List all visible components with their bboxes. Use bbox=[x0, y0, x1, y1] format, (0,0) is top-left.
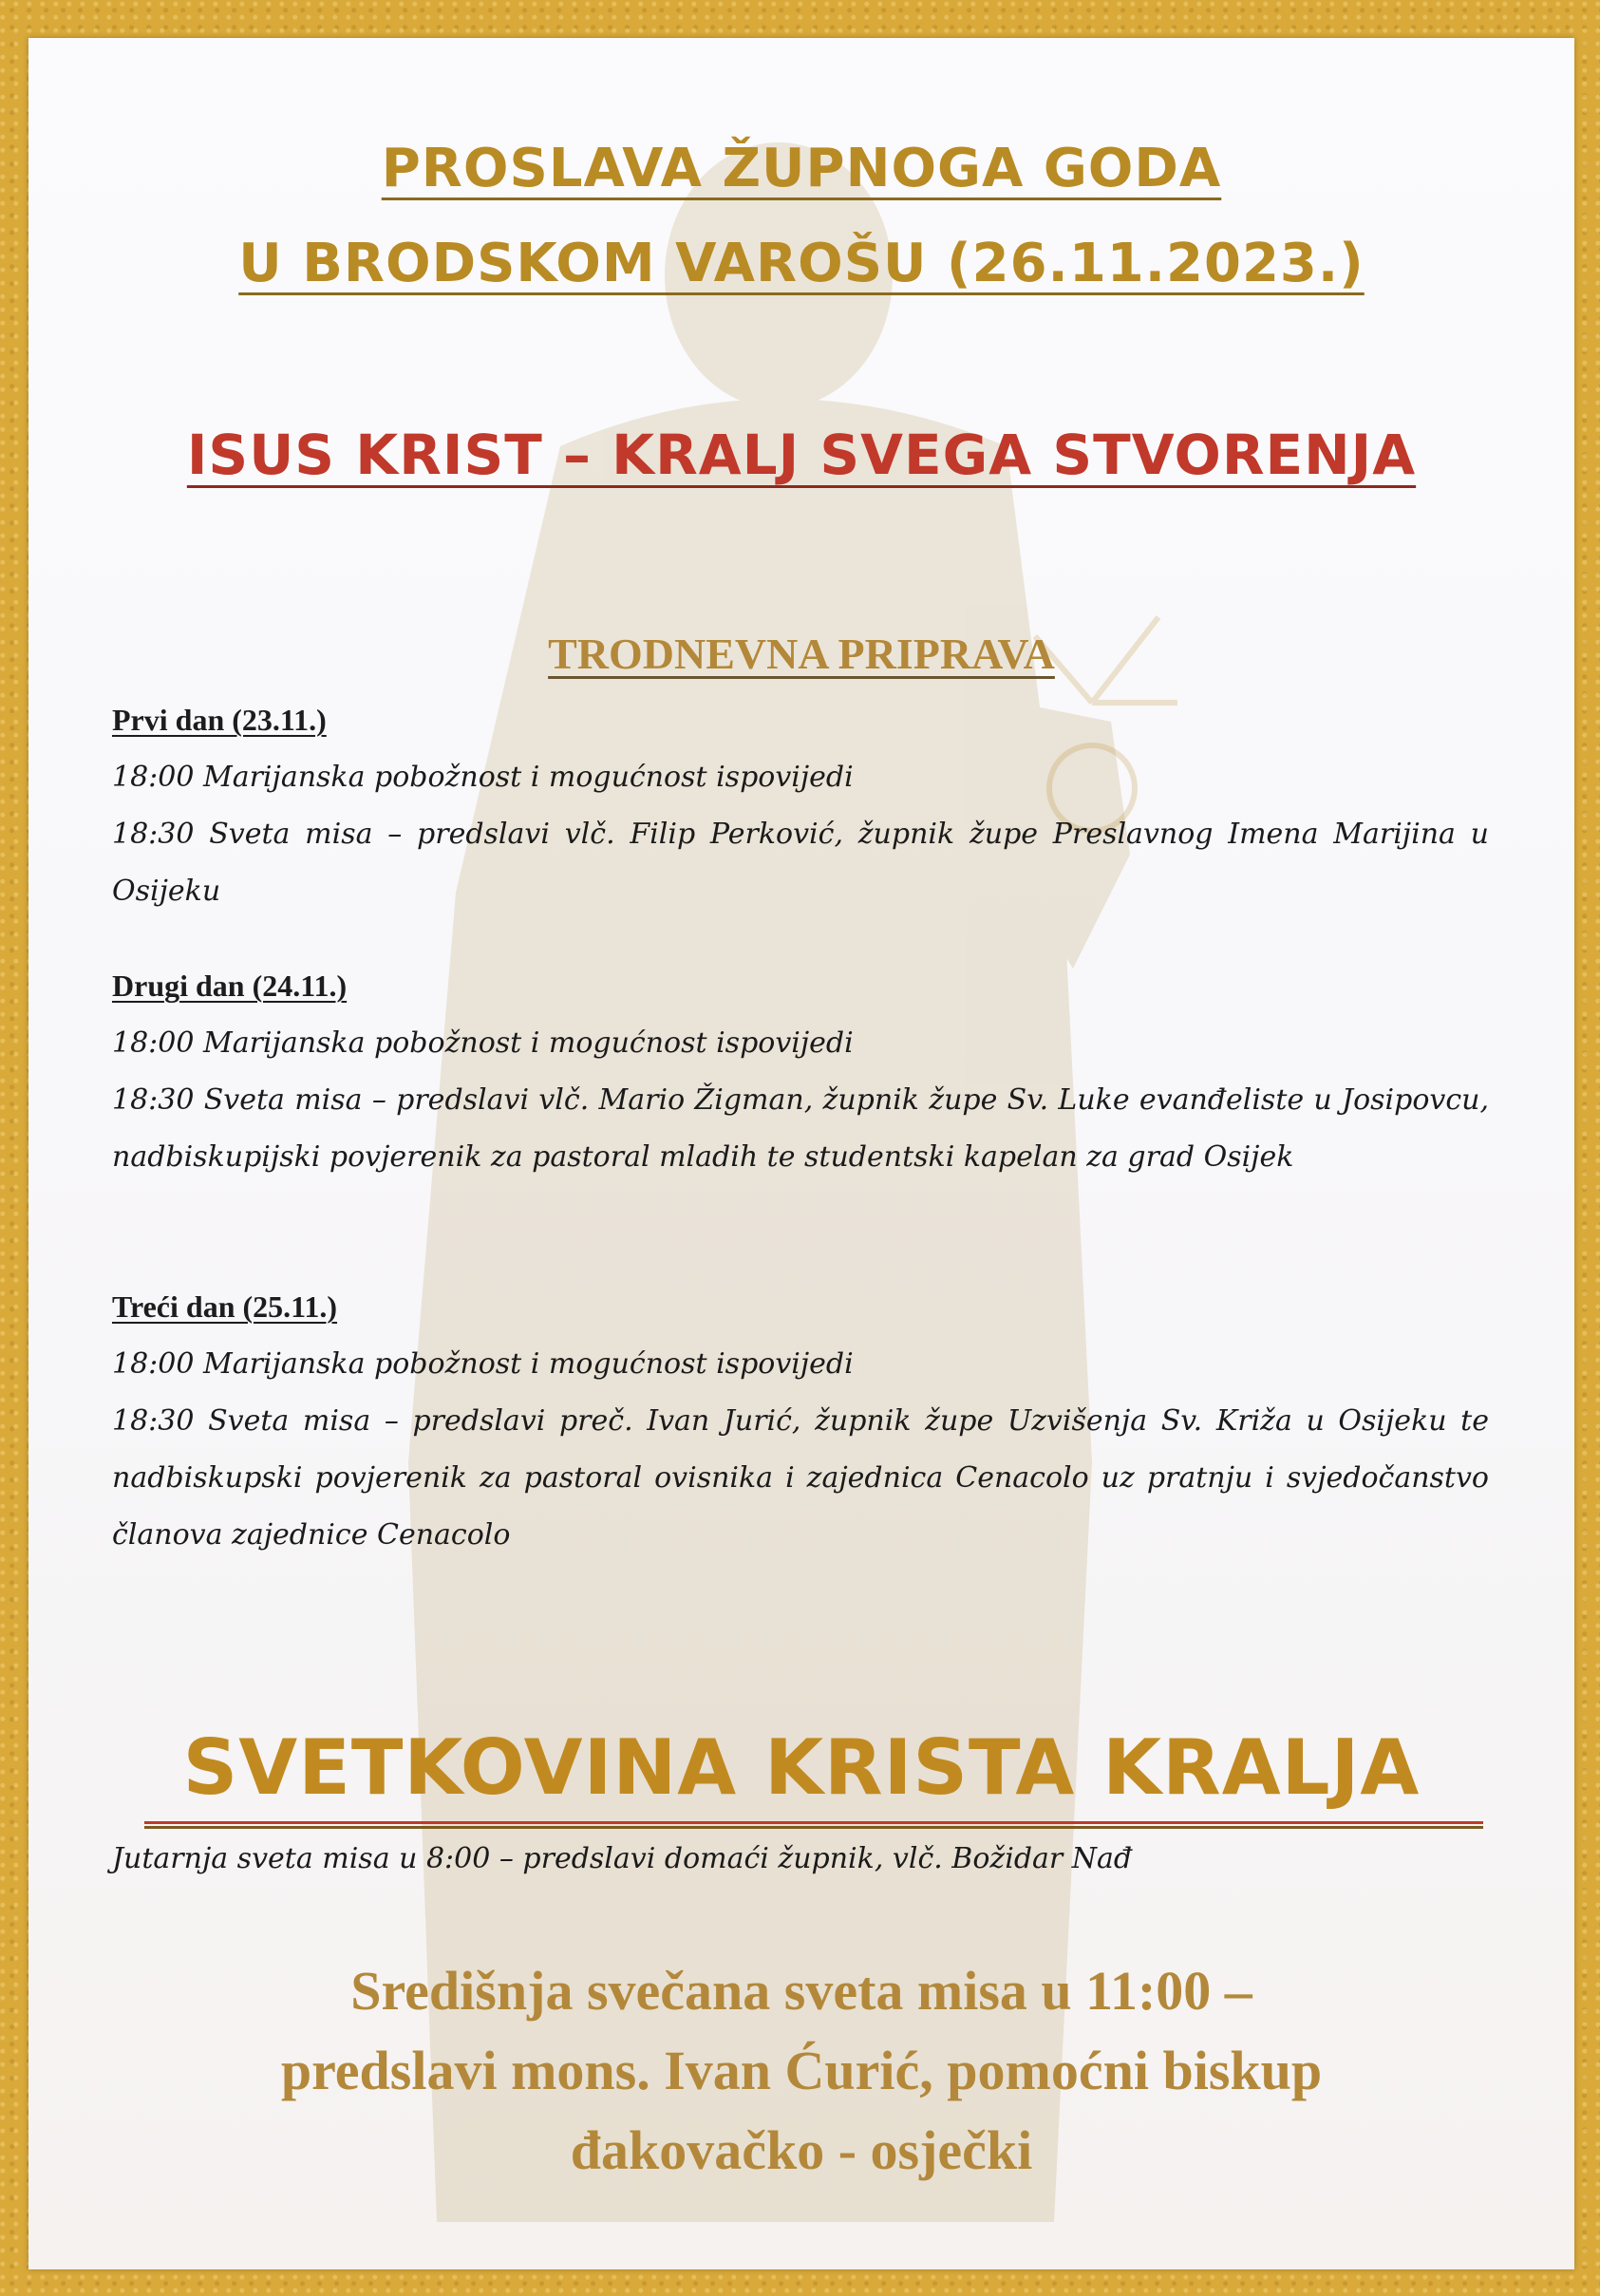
feast-title-underline bbox=[144, 1821, 1483, 1829]
morning-mass-line: Jutarnja sveta misa u 8:00 – predslavi domaći župnik, vlč. Božidar Nađ bbox=[112, 1842, 1133, 1875]
day-line: 18:30 Sveta misa – predslavi preč. Ivan Jurić, župnik župe Uzvišenja Sv. Križa u Osijeku te nadbiskupski povjerenik za pastoral ovisnika i zajednica Cenacolo uz pratnju i svjedočanstvo članova zajednice Cenacolo bbox=[112, 1404, 1489, 1552]
day-line: 18:00 Marijanska pobožnost i mogućnost ispovijedi bbox=[112, 1347, 854, 1381]
central-mass-block bbox=[28, 1951, 1574, 2191]
theme-heading: ISUS KRIST – KRALJ SVEGA STVORENJA bbox=[186, 423, 1417, 487]
day-line: 18:30 Sveta misa – predslavi vlč. Mario Žigman, župnik župe Sv. Luke evanđeliste u Josipovcu, nadbiskupijski povjerenik za pastoral mladih te studentski kapelan za grad Osijek bbox=[112, 1083, 1489, 1174]
day-line: 18:00 Marijanska pobožnost i mogućnost ispovijedi bbox=[112, 1026, 854, 1060]
central-mass-line-2: predslavi mons. Ivan Ćurić, pomoćni biskup bbox=[280, 2040, 1323, 2101]
day-title: Prvi dan (23.11.) bbox=[112, 703, 327, 737]
day-section-3 bbox=[112, 1289, 1489, 1564]
subtitle-heading: TRODNEVNA PRIPRAVA bbox=[548, 630, 1055, 678]
day-line: 18:00 Marijanska pobožnost i mogućnost ispovijedi bbox=[112, 761, 854, 794]
feast-title: SVETKOVINA KRISTA KRALJA bbox=[182, 1723, 1421, 1812]
day-title: Treći dan (25.11.) bbox=[112, 1289, 338, 1324]
central-mass-line-1: Središnja svečana sveta misa u 11:00 – bbox=[350, 1960, 1252, 2022]
day-section-1 bbox=[112, 703, 1489, 920]
title-line-1: PROSLAVA ŽUPNOGA GODA bbox=[381, 138, 1222, 199]
day-title: Drugi dan (24.11.) bbox=[112, 969, 348, 1003]
day-line: 18:30 Sveta misa – predslavi vlč. Filip Perković, župnik župe Preslavnog Imena Marijina u Osijeku bbox=[112, 818, 1489, 908]
day-section-2 bbox=[112, 969, 1489, 1186]
poster-sheet bbox=[28, 38, 1574, 2269]
central-mass-line-3: đakovačko - osječki bbox=[570, 2119, 1033, 2181]
title-line-2: U BRODSKOM VAROŠU (26.11.2023.) bbox=[238, 233, 1365, 294]
